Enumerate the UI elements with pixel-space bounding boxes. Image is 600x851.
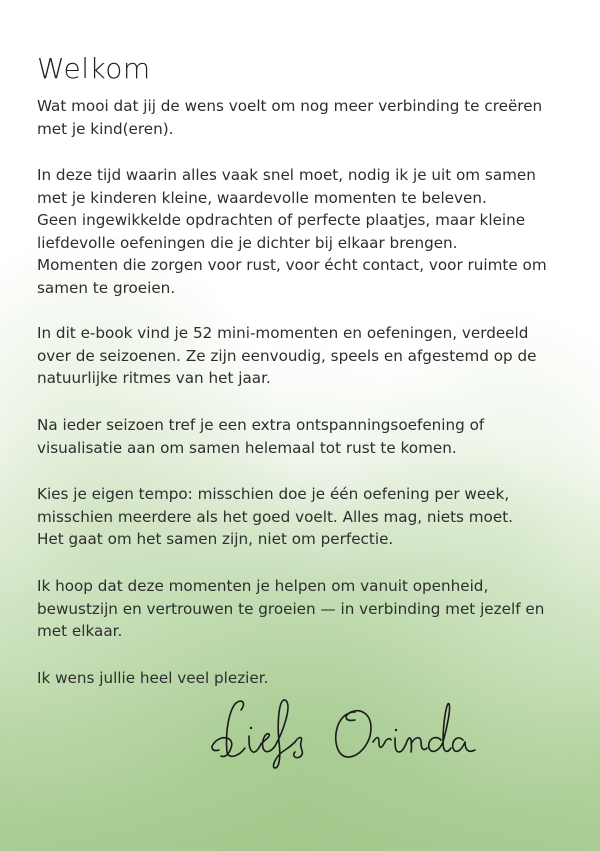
paragraph-closing: Ik wens jullie heel veel plezier. [37,669,269,687]
page-title: Welkom [37,52,151,85]
paragraph-ebook: In dit e-book vind je 52 mini-momenten en oefeningen, verdeeld over de seizoenen. Ze zijn eenvoudig, speels en afgestemd op de natuurlijke ritmes van het jaar. [37,324,537,388]
paragraph-intro: Wat mooi dat jij de wens voelt om nog meer verbinding te creëren met je kind(eren). [37,97,543,138]
paragraph-tempo: Kies je eigen tempo: misschien doe je één oefening per week, misschien meerdere als het goed voelt. Alles mag, niets moet. Het gaat om het samen zijn, niet om perfectie. [37,485,513,549]
paragraph-seasons: Na ieder seizoen tref je een extra ontspanningsoefening of visualisatie aan om samen helemaal tot rust te komen. [37,416,485,457]
signature-liefs-orinda [205,692,485,772]
paragraph-hope: Ik hoop dat deze momenten je helpen om vanuit openheid, bewustzijn en vertrouwen te groeien — in verbinding met jezelf en met elkaar. [37,577,545,641]
paragraph-invitation: In deze tijd waarin alles vaak snel moet, nodig ik je uit om samen met je kinderen kleine, waardevolle momenten te beleven. Geen ingewikkelde opdrachten of perfecte plaatjes, maar kleine liefdevolle oefeningen die je dichter bij elkaar brengen. Momenten die zorgen voor rust, voor écht contact, voor ruimte om samen te groeien. [37,166,547,297]
